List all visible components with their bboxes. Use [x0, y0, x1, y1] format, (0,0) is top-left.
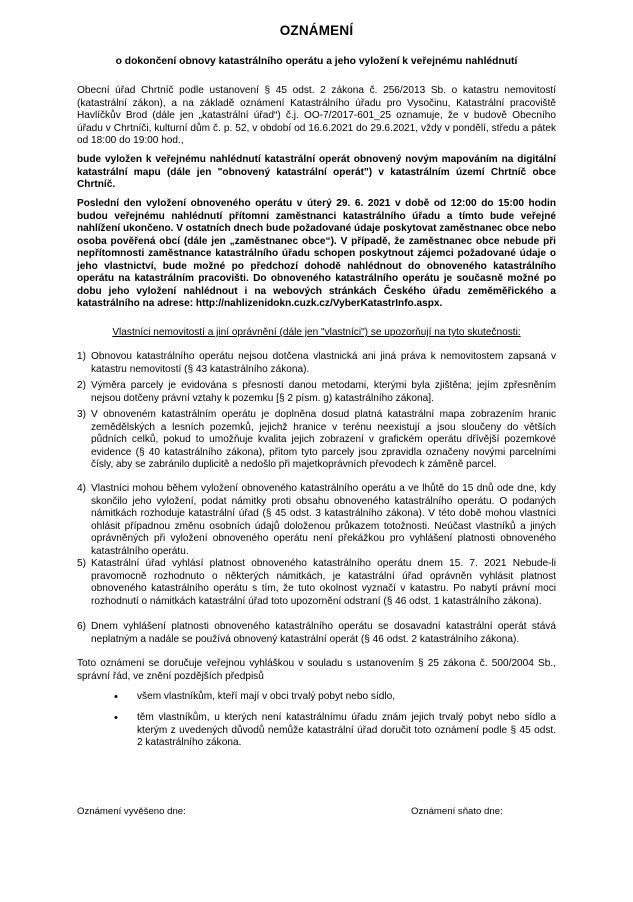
- list-item: [77, 558, 556, 608]
- item-text: Katastrální úřad vyhlásí platnost obnoveného katastrálního operátu dnem 15. 7. 2021 Nebude-li pravomocně rozhodnuto o některých námitkách, je katastrální úřad oprávněn vyhlásit platnost obnoveného katastrálního operátu s tím, že tuto okolnost vyznačí v katastru. Po nabytí právní moci rozhodnutí o námitkách katastrální úřad toto upozornění odstraní (§ 46 odst. 1 katastrálního zákona).: [91, 558, 556, 607]
- item-number: 1): [77, 351, 86, 362]
- announcement-paragraph: bude vyložen k veřejnému nahlédnutí katastrální operát obnovený novým mapováním na digitální katastrální mapu (dále jen "obnovený katastrální operát") v katastrálním území Chrtníč obce Chrtníč.: [77, 154, 556, 190]
- bullet-icon: •: [114, 712, 118, 724]
- item-number: 6): [77, 621, 86, 632]
- list-item: [114, 712, 556, 750]
- list-item: [77, 409, 556, 472]
- posted-date-label: Oznámení vyvěšeno dne:: [77, 806, 186, 817]
- item-number: 4): [77, 483, 86, 494]
- list-item: [77, 380, 556, 405]
- removed-date-label: Oznámení sňato dne:: [411, 806, 503, 817]
- item-text: V obnoveném katastrálním operátu je doplněna dosud platná katastrální mapa zobrazením hranic zemědělských a lesních pozemků, jejichž hranice v terénu neexistují a jsou sloučeny do větších půdních celků, pokud to umožňuje kvalita jejich zobrazení v grafickém operátu dřívější pozemkové evidence (§ 40 katastrálního zákona), přitom tyto parcely jsou zpravidla označeny novými parcelními čísly, aby se zabránilo duplicitě a nedošlo při majetkoprávních převodech k záměně parcel.: [91, 409, 556, 470]
- list-item: [114, 691, 556, 704]
- document-title: OZNÁMENÍ: [279, 23, 354, 38]
- list-item: [77, 621, 556, 646]
- document-subtitle: o dokončení obnovy katastrálního operátu a jeho vyložení k veřejnému nahlédnutí: [115, 56, 518, 67]
- last-day-paragraph: Poslední den vyložení obnoveného operátu v úterý 29. 6. 2021 v době od 12:00 do 15:00 hodin budou veřejnému nahlédnutí přítomni zaměstnanci katastrálního úřadu a tímto bude veřejné nahlížení ukončeno. V ostatních dnech bude požadované údaje poskytovat zaměstnanec obce nebo osoba pověřená obcí (dále jen „zaměstnanec obce“). V případě, že zaměstnanec obce nebude při nepřítomnosti zaměstnance katastrálního úřadu schopen poskytnout zájemci požadované údaje o jeho vlastnictví, bude možné po předchozí dohodě nahlédnout do obnoveného katastrálního operátu na katastrálním pracovišti. Do obnoveného katastrálního operátu je současně možné po dobu jeho vyložení nahlédnout i na webových stránkách Českého úřadu zeměměřického a katastrálního na adrese: http://nahlizenidokn.cuzk.cz/VyberKatastrInfo.aspx.: [77, 198, 556, 309]
- bullet-text: všem vlastníkům, kteří mají v obci trvalý pobyt nebo sídlo,: [137, 691, 396, 702]
- list-item: [77, 351, 556, 376]
- item-number: 5): [77, 558, 86, 569]
- item-number: 3): [77, 409, 86, 420]
- bullet-icon: •: [114, 691, 118, 703]
- item-text: Výměra parcely je evidována s přesností danou metodami, kterými byla zjištěna; jejím zpřesněním nejsou dotčeny právní vztahy k pozemku [§ 2 písm. g) katastrálního zákona].: [91, 380, 556, 404]
- list-item: [77, 483, 556, 558]
- item-text: Vlastníci mohou během vyložení obnoveného katastrálního operátu a ve lhůtě do 15 dnů ode dne, kdy skončilo jeho vyložení, podat námitky proti obsahu obnoveného katastrálního operátu. O podaných námitkách rozhoduje katastrální úřad (§ 45 odst. 3 katastrálního zákona). V této době mohou vlastníci ohlásit případnou změnu osobních údajů doloženou průkazem totožnosti. Neúčast vlastníků a jiných oprávněných při vyložení obnoveného operátu není překážkou pro vyhlášení platnosti obnoveného katastrálního operátu.: [91, 483, 556, 557]
- item-text: Obnovou katastrálního operátu nejsou dotčena vlastnická ani jiná práva k nemovitostem zapsaná v katastru nemovitostí (§ 43 katastrálního zákona).: [91, 351, 556, 375]
- item-text: Dnem vyhlášení platnosti obnoveného katastrálního operátu se dosavadní katastrální operát stává neplatným a nadále se používá obnovený katastrální operát (§ 46 odst. 2 katastrálního zákona).: [91, 621, 556, 645]
- delivery-paragraph: Toto oznámení se doručuje veřejnou vyhláškou v souladu s ustanovením § 25 zákona č. 500/2004 Sb., správní řád, ve znění pozdějších předpisů: [77, 658, 556, 682]
- intro-paragraph: Obecní úřad Chrtníč podle ustanovení § 45 odst. 2 zákona č. 256/2013 Sb. o katastru nemovitostí (katastrální zákon), a na základě oznámení Katastrálního úřadu pro Vysočinu, Katastrální pracoviště Havlíčkův Brod (dále jen „katastrální úřad“) č.j. OO-7/2017-601_25 oznamuje, že v budově Obecního úřadu v Chrtníči, kulturní dům č. p. 52, v období od 16.6.2021 do 29.6.2021, vždy v pondělí, středu a pátek od 18:00 do 19:00 hod.,: [77, 85, 556, 146]
- bullet-text: těm vlastníkům, u kterých není katastrálnímu úřadu znám jejich trvalý pobyt nebo sídlo a kterým z uvedených důvodů nemůže katastrální úřad doručit toto oznámení podle § 45 odst. 2 katastrálního zákona.: [137, 712, 556, 748]
- owners-heading: Vlastníci nemovitostí a jiní oprávnění (dále jen "vlastníci") se upozorňují na tyto skutečnosti:: [112, 327, 521, 338]
- item-number: 2): [77, 380, 86, 391]
